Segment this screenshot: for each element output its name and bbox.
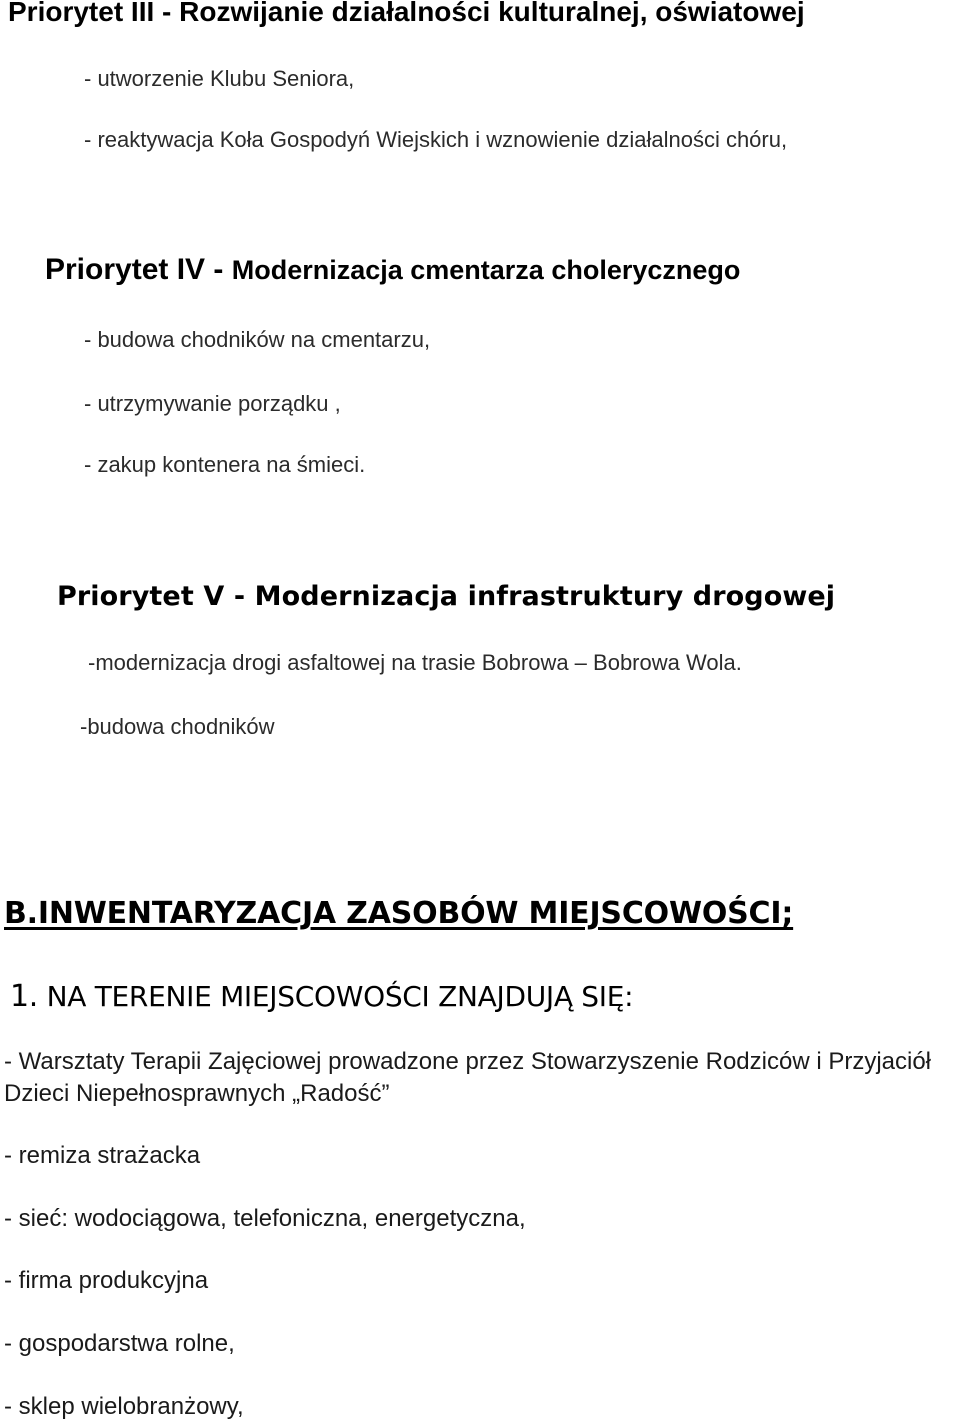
priority-v-item-2: -budowa chodników: [80, 714, 275, 739]
priority-iii-heading: Priorytet III - Rozwijanie działalności kulturalnej, oświatowej: [8, 0, 805, 27]
priority-iv-item-1: - budowa chodników na cmentarzu,: [84, 327, 431, 352]
priority-iii-item-1: - utworzenie Klubu Seniora,: [84, 66, 355, 91]
priority-v-item-1: -modernizacja drogi asfaltowej na trasie Bobrowa – Bobrowa Wola.: [88, 650, 742, 675]
priority-iii-item-2: - reaktywacja Koła Gospodyń Wiejskich i wznowienie działalności chóru,: [84, 127, 788, 152]
section-b-item-5: - gospodarstwa rolne,: [4, 1330, 235, 1357]
priority-iv-heading-title: Modernizacja cmentarza cholerycznego: [231, 255, 741, 285]
section-b-subsection-heading: [10, 979, 633, 1014]
priority-iv-heading: [45, 253, 740, 287]
priority-iv-item-3: - zakup kontenera na śmieci.: [84, 452, 366, 477]
section-b-item-2: - remiza strażacka: [4, 1142, 201, 1169]
priority-iv-heading-label: Priorytet IV -: [45, 253, 232, 286]
section-b-item-1: - Warsztaty Terapii Zajęciowej prowadzone przez Stowarzyszenie Rodziców i Przyjaciół Dzieci Niepełnosprawnych „Radość”: [4, 1048, 932, 1107]
section-b-item-3: - sieć: wodociągowa, telefoniczna, energetyczna,: [4, 1205, 526, 1232]
section-b-item-4: - firma produkcyjna: [4, 1267, 209, 1294]
subsection-title: NA TERENIE MIEJSCOWOŚCI ZNAJDUJĄ SIĘ:: [38, 980, 634, 1013]
priority-v-heading: Priorytet V - Modernizacja infrastruktury drogowej: [57, 581, 836, 612]
subsection-number: 1.: [10, 979, 39, 1014]
section-b-heading: B.INWENTARYZACJA ZASOBÓW MIEJSCOWOŚCI;: [4, 896, 794, 931]
priority-iv-item-2: - utrzymywanie porządku ,: [84, 391, 341, 416]
section-b-item-6: - sklep wielobranżowy,: [4, 1393, 244, 1420]
